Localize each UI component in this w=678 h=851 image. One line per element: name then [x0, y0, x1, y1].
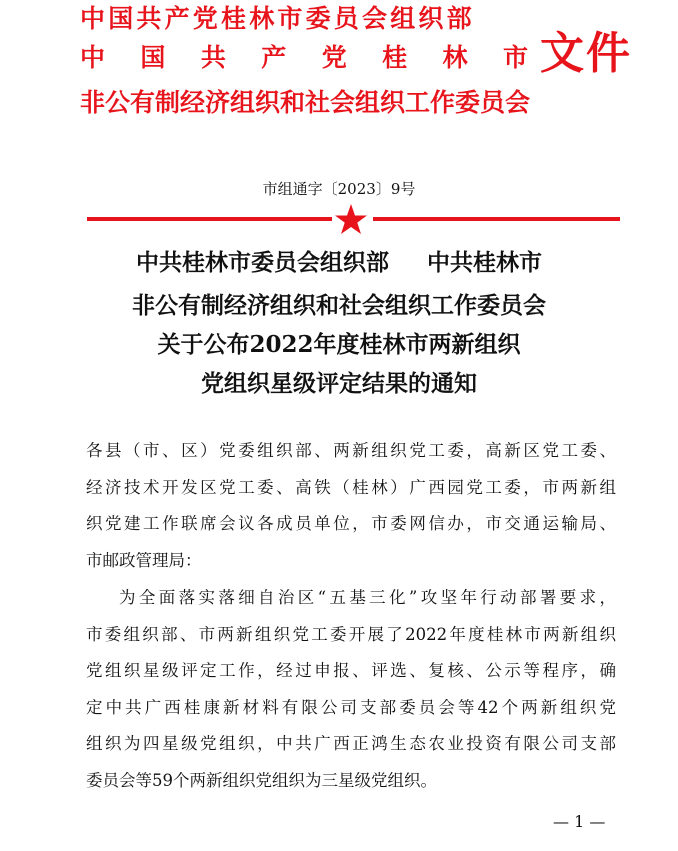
paragraph-line: 为全面落实落细自治区“五基三化”攻坚年行动部署要求，: [119, 588, 616, 607]
star-icon: [334, 203, 368, 235]
paragraph-line: 组织为四星级党组织，中共广西正鸿生态农业投资有限公司支部: [86, 734, 616, 754]
notice-title-line-1: [0, 251, 678, 274]
paragraph-line: 委员会等59个两新组织党组织为三星级党组织。: [86, 770, 437, 790]
notice-title-line-4: 党组织星级评定结果的通知: [201, 370, 477, 397]
issuer-line-1: 中国共产党桂林市委员会组织部: [80, 4, 475, 33]
paragraph-line: 党组织星级评定工作，经过申报、评选、复核、公示等程序，确: [86, 661, 616, 681]
issuer-line-2-char: 国: [140, 43, 166, 72]
body-paragraph: [86, 580, 616, 800]
salutation-line: 经济技术开发区党工委、高铁（桂林）广西园党工委，市两新组: [86, 477, 616, 497]
notice-title-line-3: 关于公布2022年度桂林市两新组织: [157, 331, 521, 358]
title-org-1: 中共桂林市委员会组织部: [136, 249, 389, 276]
document-number: 市组通字〔2023〕9号: [262, 180, 416, 198]
issuer-line-2-char: 产: [261, 43, 287, 72]
salutation-line: 各县（市、区）党委组织部、两新组织党工委，高新区党工委、: [86, 441, 616, 460]
red-divider-left: [87, 217, 332, 221]
issuer-line-2: [80, 45, 528, 70]
issuer-line-2-char: 党: [321, 43, 347, 72]
page-number: — 1 —: [553, 812, 606, 831]
issuer-line-2-char: 市: [502, 43, 528, 72]
issuer-line-3: 非公有制经济组织和社会组织工作委员会: [80, 88, 531, 117]
issuer-line-2-char: 中: [80, 43, 106, 72]
paragraph-line: 市委组织部、市两新组织党工委开展了2022年度桂林市两新组织: [86, 624, 616, 644]
salutation: [86, 433, 616, 579]
red-divider-right: [373, 217, 620, 221]
notice-title-line-2: 非公有制经济组织和社会组织工作委员会: [132, 292, 546, 319]
issuer-line-2-char: 林: [442, 43, 468, 72]
issuer-line-2-char: 桂: [382, 43, 408, 72]
salutation-line: 织党建工作联席会议各成员单位，市委网信办，市交通运输局、: [86, 514, 616, 534]
title-org-2: 中共桂林市: [427, 249, 542, 276]
salutation-line: 市邮政管理局：: [86, 550, 202, 570]
issuer-line-2-char: 共: [200, 43, 226, 72]
paragraph-line: 定中共广西桂康新材料有限公司支部委员会等42个两新组织党: [86, 697, 616, 717]
document-label: 文件: [540, 28, 632, 79]
